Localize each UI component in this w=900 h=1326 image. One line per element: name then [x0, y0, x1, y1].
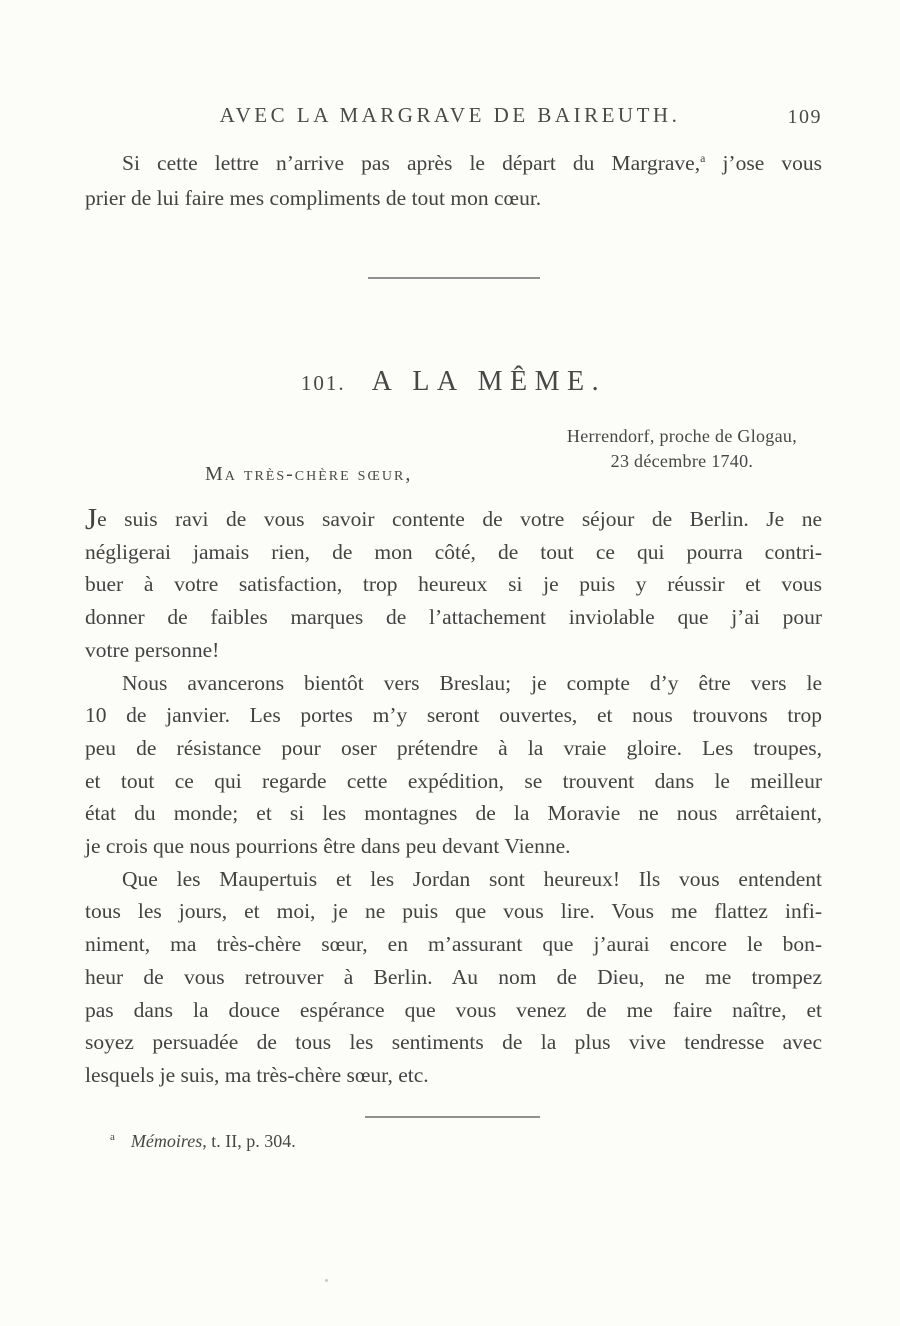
dateline [567, 424, 797, 474]
text-line: votre personne! [85, 637, 220, 662]
paragraph [85, 863, 822, 1092]
running-title: AVEC LA MARGRAVE DE BAIREUTH. [219, 103, 681, 127]
footnote-work-title: Mémoires [130, 1131, 203, 1151]
text-line: pas dans la douce espérance que vous venez de me faire naître, et [85, 997, 822, 1022]
page-number: 109 [787, 106, 822, 128]
text-line: je crois que nous pourrions être dans peu devant Vienne. [85, 834, 571, 859]
text-line: négligerai jamais rien, de mon côté, de tout ce qui pourra contri- [85, 539, 822, 564]
letter-title: A LA MÊME. [371, 366, 607, 397]
salutation: Ma très-chère sœur, [205, 463, 413, 485]
footnote-marker: a [110, 1131, 115, 1143]
text-line: 10 de janvier. Les portes m’y seront ouvertes, et nous trouvons trop [85, 703, 822, 728]
text-line: tous les jours, et moi, je ne puis que vous lire. Vous me flattez infi- [85, 899, 822, 924]
dateline-place: Herrendorf, proche de Glogau, [566, 426, 797, 446]
text-line: Je suis ravi de vous savoir contente de votre séjour de Berlin. Je ne [85, 501, 822, 536]
text-line: lesquels je suis, ma très-chère sœur, etc. [85, 1062, 429, 1087]
footnote-reference: a [700, 150, 706, 165]
intro-paragraph [85, 146, 822, 216]
footnote [110, 1131, 296, 1152]
text-line: buer à votre satisfaction, trop heureux si je puis y réussir et vous [85, 572, 822, 597]
text-line: Si cette lettre n’arrive pas après le départ du Margrave,$^a$ j’ose vous [122, 150, 822, 175]
letter-body [85, 503, 822, 1092]
section-divider [368, 277, 540, 279]
drop-initial: J [85, 501, 98, 536]
footnote-divider [365, 1116, 540, 1118]
paragraph [85, 667, 822, 863]
paragraph [85, 503, 822, 667]
footnote-citation: , t. II, p. 304. [202, 1131, 296, 1151]
text-line: soyez persuadée de tous les sentiments de la plus vive tendresse avec [85, 1030, 822, 1055]
text-line: donner de faibles marques de l’attachement inviolable que j’ai pour [85, 605, 822, 630]
letter-heading [85, 366, 822, 398]
letter-number: 101. [300, 371, 346, 395]
text-line: état du monde; et si les montagnes de la Moravie ne nous arrêtaient, [85, 801, 822, 826]
text-line: et tout ce qui regarde cette expédition, se trouvent dans le meilleur [85, 768, 822, 793]
text-line: Que les Maupertuis et les Jordan sont heureux! Ils vous entendent [122, 866, 822, 891]
text-line: heur de vous retrouver à Berlin. Au nom de Dieu, ne me trompez [85, 964, 822, 989]
dateline-date: 23 décembre 1740. [610, 451, 754, 471]
text-line: prier de lui faire mes compliments de tout mon cœur. [85, 186, 542, 210]
print-speck [325, 1279, 328, 1282]
text-line: niment, ma très-chère sœur, en m’assurant que j’aurai encore le bon- [85, 932, 822, 957]
running-header [0, 103, 900, 133]
text-line: peu de résistance pour oser prétendre à la vraie gloire. Les troupes, [85, 735, 822, 760]
text-line: Nous avancerons bientôt vers Breslau; je compte d’y être vers le [122, 670, 822, 695]
